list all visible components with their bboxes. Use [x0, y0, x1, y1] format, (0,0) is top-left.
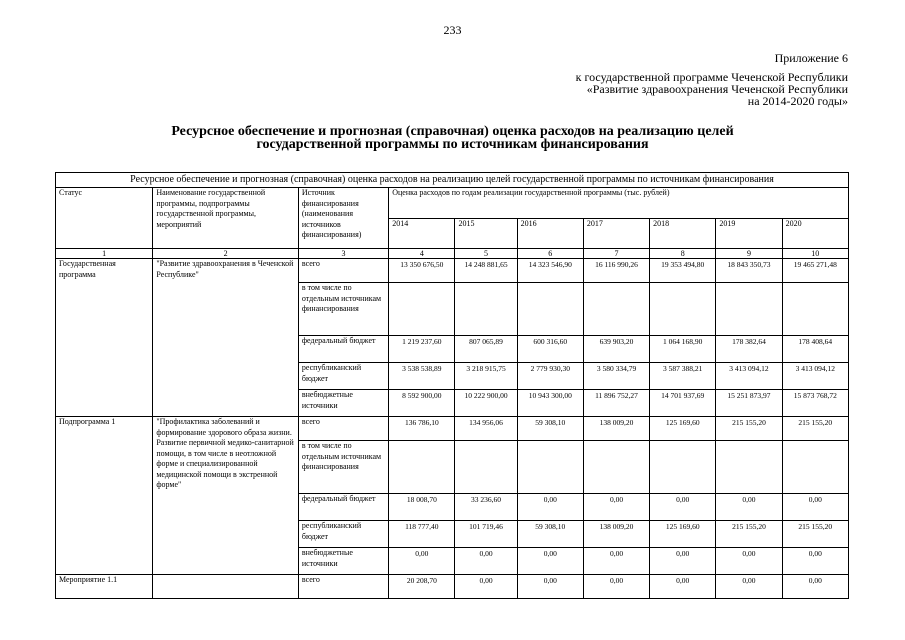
row-value: 136 786,10	[389, 417, 455, 441]
row-value: 215 155,20	[782, 521, 848, 548]
table-caption: Ресурсное обеспечение и прогнозная (справочная) оценка расходов на реализацию целей государственной программы по источникам финансирования	[56, 173, 849, 188]
row-value: 1 219 237,60	[389, 336, 455, 363]
table-row	[56, 417, 849, 441]
row-source: федеральный бюджет	[298, 336, 388, 363]
header-status: Статус	[56, 188, 153, 249]
row-value: 3 538 538,89	[389, 363, 455, 390]
row-value: 14 701 937,69	[650, 390, 716, 417]
row-value: 59 308,10	[517, 417, 583, 441]
appendix-line-1: к государственной программе Чеченской Республики	[575, 70, 848, 84]
row-value: 807 065,89	[455, 336, 517, 363]
header-estimate: Оценка расходов по годам реализации государственной программы (тыс. рублей)	[389, 188, 849, 219]
row-value: 0,00	[455, 575, 517, 599]
row-value: 14 248 881,65	[455, 259, 517, 283]
row-value: 19 465 271,48	[782, 259, 848, 283]
column-index-row	[56, 249, 849, 259]
row-value: 125 169,60	[650, 417, 716, 441]
appendix-line-3: на 2014-2020 годы»	[747, 94, 848, 108]
row-value: 15 251 873,97	[716, 390, 782, 417]
row-value: 639 903,20	[583, 336, 649, 363]
column-index: 4	[389, 249, 455, 259]
row-value: 178 382,64	[716, 336, 782, 363]
header-year: 2020	[782, 218, 848, 249]
row-value	[389, 283, 455, 336]
row-value: 14 323 546,90	[517, 259, 583, 283]
row-source: в том числе по отдельным источникам финансирования	[298, 441, 388, 494]
row-value: 2 779 930,30	[517, 363, 583, 390]
row-value	[455, 283, 517, 336]
row-value: 1 064 168,90	[650, 336, 716, 363]
row-value: 16 116 990,26	[583, 259, 649, 283]
appendix-line-2: «Развитие здравоохранения Чеченской Республики	[586, 82, 848, 96]
row-value: 59 308,10	[517, 521, 583, 548]
row-value: 0,00	[517, 548, 583, 575]
row-source: всего	[298, 575, 388, 599]
column-index: 8	[650, 249, 716, 259]
row-value: 33 236,60	[455, 494, 517, 521]
row-status: Государственная программа	[56, 259, 153, 417]
row-value: 125 169,60	[650, 521, 716, 548]
row-value: 0,00	[583, 548, 649, 575]
row-value: 0,00	[650, 494, 716, 521]
row-value: 10 943 300,00	[517, 390, 583, 417]
table-row	[56, 259, 849, 283]
page-number: 233	[443, 23, 462, 37]
row-value: 0,00	[716, 494, 782, 521]
row-value	[650, 441, 716, 494]
row-value: 0,00	[782, 548, 848, 575]
row-value: 134 956,06	[455, 417, 517, 441]
row-value: 0,00	[389, 548, 455, 575]
column-index: 9	[716, 249, 782, 259]
header-year: 2014	[389, 218, 455, 249]
row-name	[153, 575, 299, 599]
financing-table	[55, 172, 849, 599]
row-value	[583, 283, 649, 336]
row-value: 3 587 388,21	[650, 363, 716, 390]
row-value: 0,00	[716, 548, 782, 575]
row-source: всего	[298, 259, 388, 283]
row-value: 118 777,40	[389, 521, 455, 548]
row-value	[782, 283, 848, 336]
header-year: 2015	[455, 218, 517, 249]
row-value: 13 350 676,50	[389, 259, 455, 283]
table-row	[56, 575, 849, 599]
row-value	[389, 441, 455, 494]
row-name: "Профилактика заболеваний и формирование здорового образа жизни. Развитие первичной медико-санитарной помощи, в том числе в неотложной форме и специализированной медицинской помощи в экстренной форме"	[153, 417, 299, 575]
header-name: Наименование государственной программы, подпрограммы государственной программы, мероприятий	[153, 188, 299, 249]
row-source: внебюджетные источники	[298, 390, 388, 417]
row-value: 19 353 494,80	[650, 259, 716, 283]
row-value: 0,00	[782, 575, 848, 599]
row-value: 138 009,20	[583, 417, 649, 441]
row-name: "Развитие здравоохранения в Чеченской Республике"	[153, 259, 299, 417]
row-value: 3 413 094,12	[782, 363, 848, 390]
row-value	[650, 283, 716, 336]
row-value: 101 719,46	[455, 521, 517, 548]
row-value: 3 413 094,12	[716, 363, 782, 390]
row-status: Подпрограмма 1	[56, 417, 153, 575]
table-body	[56, 259, 849, 599]
row-value: 215 155,20	[716, 521, 782, 548]
column-index: 6	[517, 249, 583, 259]
row-value: 20 208,70	[389, 575, 455, 599]
row-value: 8 592 900,00	[389, 390, 455, 417]
row-value: 178 408,64	[782, 336, 848, 363]
row-source: всего	[298, 417, 388, 441]
row-value	[782, 441, 848, 494]
row-value: 15 873 768,72	[782, 390, 848, 417]
row-source: федеральный бюджет	[298, 494, 388, 521]
row-source: республиканский бюджет	[298, 521, 388, 548]
row-value: 18 843 350,73	[716, 259, 782, 283]
row-value: 0,00	[517, 575, 583, 599]
row-value: 0,00	[782, 494, 848, 521]
row-value: 600 316,60	[517, 336, 583, 363]
row-value: 0,00	[517, 494, 583, 521]
header-year: 2018	[650, 218, 716, 249]
row-value: 10 222 900,00	[455, 390, 517, 417]
column-index: 1	[56, 249, 153, 259]
row-value	[517, 441, 583, 494]
document-title	[0, 125, 905, 151]
row-value	[716, 283, 782, 336]
row-value	[517, 283, 583, 336]
column-index: 2	[153, 249, 299, 259]
header-year: 2016	[517, 218, 583, 249]
row-value: 0,00	[650, 575, 716, 599]
row-source: в том числе по отдельным источникам финансирования	[298, 283, 388, 336]
caption-row	[56, 173, 849, 188]
column-index: 10	[782, 249, 848, 259]
row-value: 0,00	[650, 548, 716, 575]
row-value: 0,00	[716, 575, 782, 599]
column-index: 5	[455, 249, 517, 259]
column-index: 7	[583, 249, 649, 259]
row-value: 0,00	[583, 494, 649, 521]
header-year: 2019	[716, 218, 782, 249]
table-header	[56, 173, 849, 259]
row-value: 3 580 334,79	[583, 363, 649, 390]
header-year: 2017	[583, 218, 649, 249]
row-value: 0,00	[455, 548, 517, 575]
row-source: внебюджетные источники	[298, 548, 388, 575]
row-value: 0,00	[583, 575, 649, 599]
row-source: республиканский бюджет	[298, 363, 388, 390]
row-value: 18 008,70	[389, 494, 455, 521]
row-value: 3 218 915,75	[455, 363, 517, 390]
row-value: 138 009,20	[583, 521, 649, 548]
document-title-line-1: Ресурсное обеспечение и прогнозная (справочная) оценка расходов на реализацию целей	[171, 124, 734, 139]
appendix-label: Приложение 6	[774, 51, 848, 65]
row-value	[583, 441, 649, 494]
row-value: 215 155,20	[716, 417, 782, 441]
header-source: Источник финансирования (наименования источников финансирования)	[298, 188, 388, 249]
row-value: 11 896 752,27	[583, 390, 649, 417]
document-title-line-2: государственной программы по источникам финансирования	[256, 137, 649, 152]
row-status: Мероприятие 1.1	[56, 575, 153, 599]
row-value	[455, 441, 517, 494]
column-index: 3	[298, 249, 388, 259]
row-value: 215 155,20	[782, 417, 848, 441]
header-row	[56, 188, 849, 219]
row-value	[716, 441, 782, 494]
